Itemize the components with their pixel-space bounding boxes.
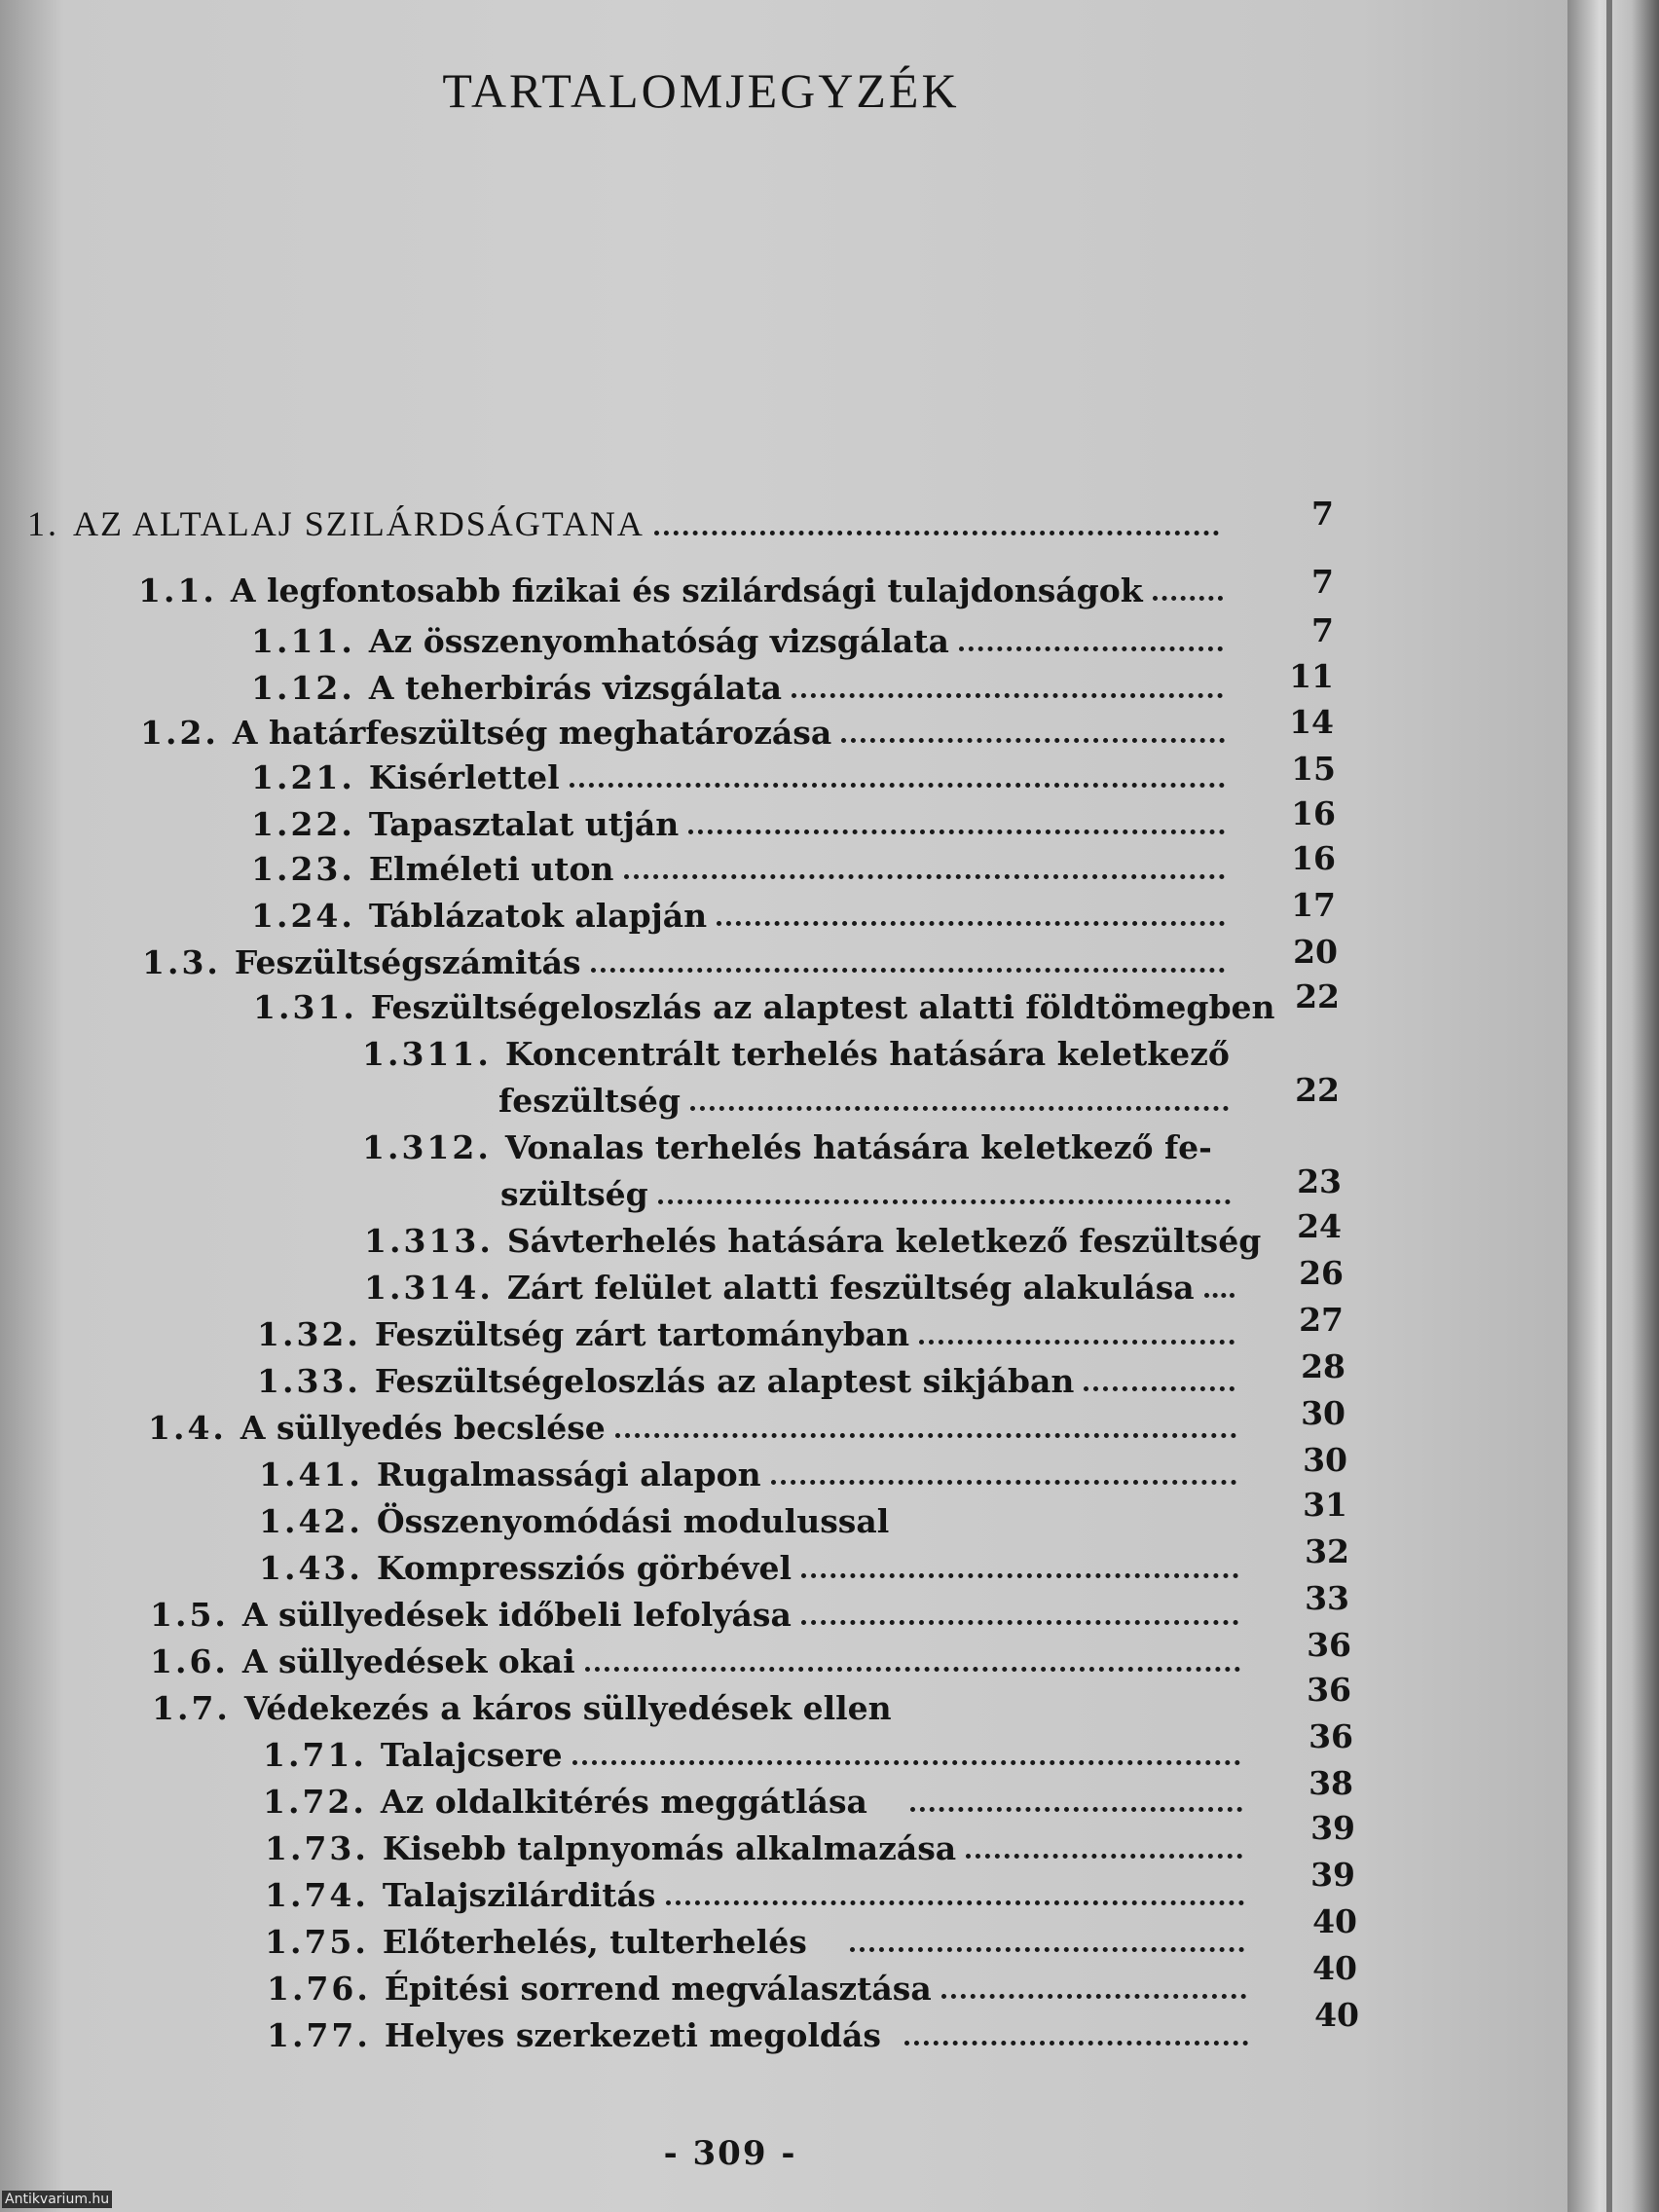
toc-entry-number: 1.73.	[265, 1829, 369, 1867]
toc-entry-page: 7	[1311, 495, 1334, 533]
dot-leader	[717, 921, 1225, 926]
toc-entry-page: 39	[1310, 1856, 1355, 1894]
toc-entry	[253, 988, 1285, 1026]
toc-entry-page: 40	[1314, 1996, 1359, 2034]
toc-entry-label: Feszültség zárt tartományban	[374, 1315, 910, 1353]
dot-leader	[959, 646, 1223, 651]
toc-entry-label: A süllyedés becslése	[240, 1409, 606, 1447]
toc-entry-number: 1.4.	[148, 1409, 227, 1447]
toc-entry-page: 20	[1293, 933, 1338, 971]
toc-entry	[265, 1923, 1250, 1961]
toc-entry	[259, 1549, 1244, 1587]
toc-entry	[362, 1128, 1238, 1166]
toc-entry	[263, 1783, 1248, 1821]
watermark: Antikvarium.hu	[2, 2191, 112, 2208]
dot-leader	[690, 1106, 1229, 1111]
toc-entry-number: 1.21.	[251, 758, 355, 796]
toc-entry-page: 22	[1295, 1071, 1340, 1109]
toc-entry-number: 1.3.	[142, 943, 221, 981]
dot-leader	[910, 1807, 1242, 1812]
dot-leader	[801, 1620, 1238, 1625]
toc-entry	[150, 1596, 1244, 1634]
toc-entry-label: Kisérlettel	[368, 758, 560, 796]
toc-entry	[150, 1642, 1246, 1680]
toc-entry-page: 32	[1305, 1532, 1349, 1570]
toc-entry-label: Előterhelés, tulterhelés	[382, 1923, 807, 1961]
toc-entry	[267, 2016, 1254, 2054]
toc-entry-page: 36	[1307, 1671, 1351, 1709]
toc-entry-number: 1.1.	[138, 571, 217, 609]
toc-entry-label: Összenyomódási modulussal	[376, 1502, 890, 1540]
toc-entry-page: 28	[1301, 1347, 1346, 1385]
toc-entry-number: 1.6.	[150, 1642, 229, 1680]
page-number: - 309 -	[663, 2134, 797, 2173]
dot-leader	[941, 1994, 1246, 1999]
toc-entry	[364, 1269, 1240, 1307]
toc-entry-page: 30	[1301, 1394, 1346, 1432]
toc-entry-label: Tapasztalat utján	[368, 805, 680, 843]
toc-entry-page: 33	[1305, 1579, 1349, 1617]
toc-entry-label: A legfontosabb fizikai és szilárdsági tulajdonságok	[230, 571, 1143, 609]
toc-entry-page: 24	[1297, 1207, 1342, 1245]
toc-entry-number: 1.24.	[251, 897, 355, 935]
toc-entry-number: 1.33.	[257, 1362, 361, 1400]
toc-entry-number: 1.22.	[251, 805, 355, 843]
toc-entry-number: 1.5.	[150, 1596, 229, 1634]
toc-entry-page: 16	[1291, 839, 1336, 877]
toc-entry-label: feszültség	[498, 1082, 681, 1120]
toc-entry-label: Védekezés a káros süllyedések ellen	[243, 1689, 892, 1727]
toc-entry-number: 1.41.	[259, 1456, 363, 1493]
dot-leader	[658, 1199, 1231, 1204]
toc-entry-page: 7	[1311, 563, 1334, 601]
toc-entry	[251, 897, 1231, 935]
toc-entry	[251, 669, 1229, 707]
dot-leader	[919, 1340, 1235, 1345]
toc-entry-page: 23	[1297, 1162, 1342, 1200]
toc-entry-label: A teherbirás vizsgálata	[368, 669, 783, 707]
toc-entry	[257, 1315, 1240, 1353]
toc-entry-label: Táblázatok alapján	[368, 897, 708, 935]
toc-entry-page: 7	[1311, 611, 1334, 649]
toc-entry-number: 1.77.	[267, 2016, 371, 2054]
toc-entry-label: Zárt felület alatti feszültség alakulása	[506, 1269, 1195, 1307]
toc-entry-label: Talajcsere	[380, 1736, 563, 1774]
dot-leader	[1153, 596, 1223, 601]
toc-entry-label: A süllyedések időbeli lefolyása	[241, 1596, 792, 1634]
toc-entry-label: AZ ALTALAJ SZILÁRDSÁGTANA	[73, 504, 645, 543]
toc-entry-label: A határfeszültség meghatározása	[232, 714, 832, 752]
dot-leader	[1084, 1386, 1235, 1391]
toc-entry-label: szültség	[500, 1175, 648, 1213]
toc-entry-label: Feszültségszámitás	[234, 943, 581, 981]
dot-leader	[585, 1667, 1240, 1672]
dot-leader	[654, 531, 1219, 535]
toc-entry	[140, 714, 1231, 752]
dot-leader	[591, 968, 1225, 973]
toc-entry-page: 26	[1299, 1254, 1344, 1292]
toc-entry-page: 11	[1289, 657, 1334, 695]
dot-leader	[615, 1433, 1236, 1438]
toc-entry-label: Kisebb talpnyomás alkalmazása	[382, 1829, 957, 1867]
toc-entry-number: 1.42.	[259, 1502, 363, 1540]
toc-entry-label: Sávterhelés hatására keletkező feszültség	[506, 1222, 1262, 1260]
toc-entry-number: 1.311.	[362, 1035, 492, 1073]
toc-entry-number: 1.76.	[267, 1970, 371, 2008]
dot-leader	[771, 1480, 1236, 1485]
toc-entry	[138, 571, 1229, 609]
toc-entry-page: 38	[1309, 1764, 1353, 1802]
toc-entry-label: Koncentrált terhelés hatására keletkező	[504, 1035, 1230, 1073]
toc-entry-page: 15	[1291, 750, 1336, 788]
toc-entry-number: 1.7.	[152, 1689, 231, 1727]
toc-entry-label: Elméleti uton	[368, 850, 614, 888]
toc-entry-page: 22	[1295, 977, 1340, 1015]
toc-entry-number: 1.74.	[265, 1876, 369, 1914]
toc-entry-label: Talajszilárditás	[382, 1876, 656, 1914]
toc-entry-page: 17	[1291, 886, 1336, 924]
toc-entry-number: 1.71.	[263, 1736, 367, 1774]
page-title: TARTALOMJEGYZÉK	[442, 62, 960, 118]
toc-entry-number: 1.2.	[140, 714, 219, 752]
dot-leader	[841, 738, 1225, 743]
toc-entry-number: 1.23.	[251, 850, 355, 888]
dot-leader	[966, 1854, 1242, 1859]
toc-entry-number: 1.32.	[257, 1315, 361, 1353]
toc-entry-page: 31	[1303, 1486, 1347, 1524]
toc-entry-label: Vonalas terhelés hatására keletkező fe-	[504, 1128, 1212, 1166]
toc-entry-page: 14	[1289, 703, 1334, 741]
toc-entry-label: Kompressziós görbével	[376, 1549, 792, 1587]
toc-entry-page: 40	[1312, 1902, 1357, 1940]
toc-entry	[265, 1876, 1250, 1914]
toc-entry-number: 1.75.	[265, 1923, 369, 1961]
toc-entry	[257, 1362, 1240, 1400]
toc-entry-page: 30	[1303, 1441, 1347, 1479]
toc-entry-number: 1.72.	[263, 1783, 367, 1821]
toc-entry-number: 1.314.	[364, 1269, 494, 1307]
dot-leader	[850, 1947, 1244, 1952]
toc-entry	[251, 850, 1231, 888]
toc-entry-label: Helyes szerkezeti megoldás	[384, 2016, 881, 2054]
toc-entry-label: Az oldalkitérés meggátlása	[380, 1783, 867, 1821]
toc-entry	[251, 758, 1231, 796]
toc-entry	[362, 1035, 1238, 1073]
toc-entry-label: Az összenyomhatóság vizsgálata	[368, 622, 949, 660]
toc-entry-number: 1.31.	[253, 988, 357, 1026]
toc-entry	[251, 622, 1229, 660]
dot-leader	[570, 783, 1225, 788]
toc-entry	[142, 943, 1231, 981]
toc-entry	[152, 1689, 1242, 1727]
toc-entry-continuation	[498, 1082, 1235, 1120]
dot-leader	[904, 2041, 1248, 2046]
toc-entry-page: 40	[1312, 1949, 1357, 1987]
toc-entry-label: Rugalmassági alapon	[376, 1456, 761, 1493]
toc-entry	[259, 1502, 1242, 1540]
dot-leader	[688, 830, 1225, 834]
dot-leader	[572, 1760, 1240, 1765]
toc-entry-label: Feszültségeloszlás az alaptest alatti földtömegben	[370, 988, 1275, 1026]
toc-entry-label: Épitési sorrend megválasztása	[384, 1970, 932, 2008]
toc-entry-label: A süllyedések okai	[241, 1642, 575, 1680]
toc-entry-page: 39	[1310, 1809, 1355, 1847]
toc-entry	[259, 1458, 1242, 1491]
toc-entry-number: 1.312.	[362, 1128, 492, 1166]
toc-entry-label: Feszültségeloszlás az alaptest sikjában	[374, 1362, 1075, 1400]
toc-entry	[251, 805, 1231, 843]
toc-entry-number: 1.	[27, 504, 59, 543]
dot-leader	[1204, 1293, 1235, 1298]
dot-leader	[801, 1573, 1238, 1578]
toc-entry	[265, 1829, 1248, 1867]
dot-leader	[624, 874, 1225, 879]
toc-entry-page: 16	[1291, 794, 1336, 832]
toc-entry	[364, 1222, 1279, 1260]
toc-entry-number: 1.12.	[251, 669, 355, 707]
toc-entry-number: 1.313.	[364, 1222, 494, 1260]
toc-entry-continuation	[500, 1175, 1236, 1213]
toc-entry-number: 1.43.	[259, 1549, 363, 1587]
toc-entry	[27, 506, 1225, 541]
toc-entry-page: 36	[1307, 1626, 1351, 1664]
toc-entry-page: 27	[1299, 1301, 1344, 1339]
toc-entry	[263, 1736, 1246, 1774]
toc-entry-number: 1.11.	[251, 622, 355, 660]
dot-leader	[666, 1900, 1245, 1905]
toc-entry	[267, 1970, 1252, 2008]
toc-entry-page: 36	[1309, 1717, 1353, 1755]
dot-leader	[792, 693, 1223, 698]
toc-entry	[148, 1409, 1242, 1447]
